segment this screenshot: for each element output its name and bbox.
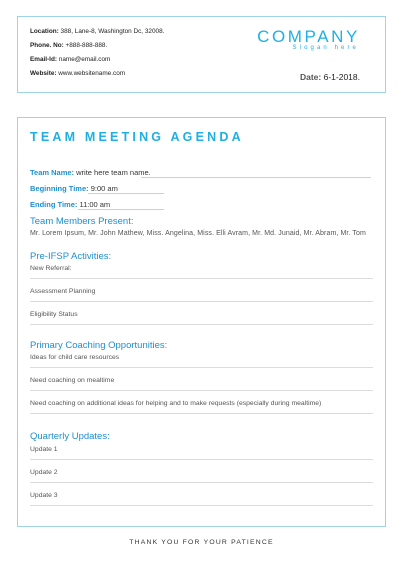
footer-thank-you: THANK YOU FOR YOUR PATIENCE [129,539,274,546]
email-value: name@email.com [58,56,111,63]
location-value: 388, Lane-8, Washington Dc, 32008. [60,28,165,35]
list-item: Assessment Planning [30,288,373,302]
quarterly-heading: Quarterly Updates: [30,431,110,442]
list-item: Need coaching on mealtime [30,377,373,391]
team-name-underline [141,177,371,178]
list-item: Update 3 [30,492,373,506]
agenda-box [17,117,386,527]
team-name-value: write here team name. [76,168,151,177]
phone-label: Phone. No: [30,42,64,49]
header-box [17,16,386,93]
ending-time-value: 11:00 am [79,200,111,209]
ending-time-field [30,200,110,209]
location-label: Location: [30,28,59,35]
preifsp-heading: Pre-IFSP Activities: [30,251,112,262]
ending-time-label: Ending Time: [30,200,78,209]
phone-line [30,42,107,49]
list-item: Update 1 [30,446,373,460]
beginning-time-underline [88,193,164,194]
email-line [30,56,110,63]
team-name-label: Team Name: [30,168,75,177]
list-item: New Referral: [30,265,373,279]
beginning-time-value: 9:00 am [90,184,118,193]
date-line [300,72,360,82]
date-label: Date: [299,72,322,82]
website-value: www.websitename.com [58,70,126,77]
coaching-heading: Primary Coaching Opportunities: [30,340,168,351]
agenda-title: TEAM MEETING AGENDA [30,130,244,144]
company-slogan: Slogan here [292,45,359,51]
list-item: Need coaching on additional ideas for helping and to make requests (especially during mealtime) [30,400,373,414]
list-item: Ideas for child care resources [30,354,373,368]
members-heading: Team Members Present: [30,216,134,227]
location-line [30,28,164,35]
company-name: COMPANY [257,27,360,46]
date-value: 6-1-2018. [323,72,360,82]
list-item: Update 2 [30,469,373,483]
beginning-time-label: Beginning Time: [30,184,89,193]
beginning-time-field [30,184,118,193]
website-label: Website: [30,70,57,77]
phone-value: +888-888-888. [65,42,108,49]
list-item: Eligibility Status [30,311,373,325]
email-label: Email-Id: [30,56,57,63]
website-line [30,70,125,77]
members-list: Mr. Lorem Ipsum, Mr. John Mathew, Miss. Angelina, Miss. Elli Avram, Mr. Md. Junaid, Mr. Abram, Mr. Tom [30,230,366,237]
ending-time-underline [78,209,164,210]
team-name-field [30,168,151,177]
